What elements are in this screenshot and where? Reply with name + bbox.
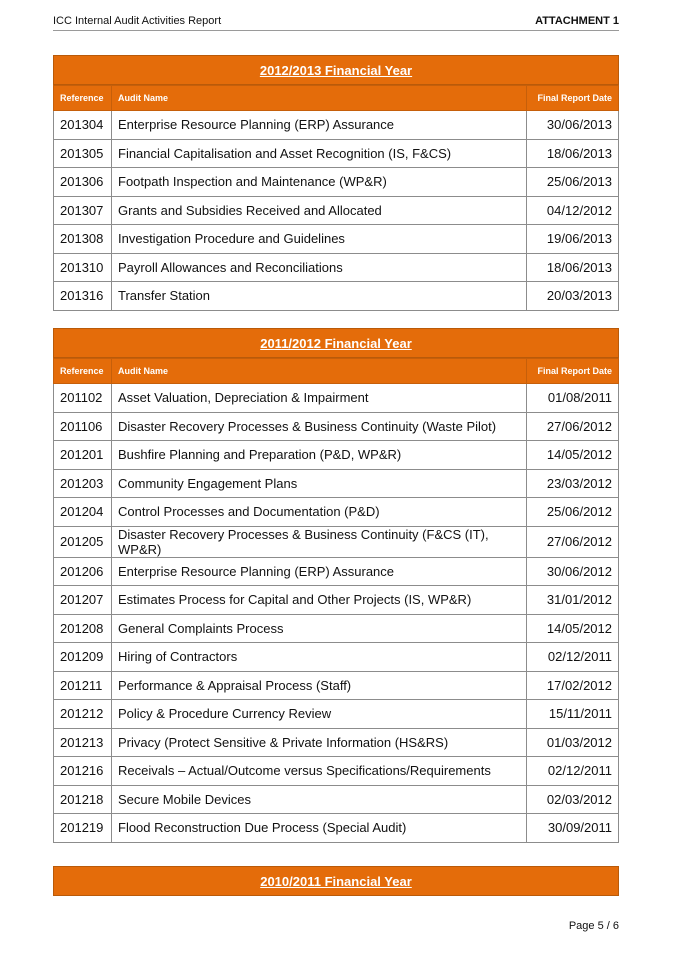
final-report-date-cell: 17/02/2012 [527,671,619,700]
column-header-reference: Reference [54,86,112,111]
audit-name-cell: Enterprise Resource Planning (ERP) Assurance [112,557,527,586]
column-header-reference: Reference [54,359,112,384]
reference-cell: 201201 [54,441,112,470]
final-report-date-cell: 30/06/2012 [527,557,619,586]
table-row [54,557,619,586]
audit-name-cell: Privacy (Protect Sensitive & Private Information (HS&RS) [112,728,527,757]
reference-cell: 201305 [54,139,112,168]
audit-name-cell: Asset Valuation, Depreciation & Impairment [112,384,527,413]
table-header-row [54,86,619,111]
reference-cell: 201216 [54,757,112,786]
table-row [54,700,619,729]
audit-name-cell: Footpath Inspection and Maintenance (WP&R) [112,168,527,197]
audit-name-cell: Secure Mobile Devices [112,785,527,814]
table-row [54,643,619,672]
page-number: Page 5 / 6 [568,920,619,932]
reference-cell: 201307 [54,196,112,225]
report-title: ICC Internal Audit Activities Report [53,15,222,27]
table-row [54,384,619,413]
final-report-date-cell: 18/06/2013 [527,253,619,282]
financial-year-title: 2012/2013 Financial Year [53,55,619,85]
table-row [54,814,619,843]
section-2011-2012 [53,328,619,843]
reference-cell: 201310 [54,253,112,282]
attachment-label: ATTACHMENT 1 [535,15,619,27]
reference-cell: 201209 [54,643,112,672]
reference-cell: 201106 [54,412,112,441]
final-report-date-cell: 27/06/2012 [527,526,619,557]
page-header [53,14,619,31]
audit-table [53,358,619,843]
audit-name-cell: Investigation Procedure and Guidelines [112,225,527,254]
reference-cell: 201306 [54,168,112,197]
audit-name-cell: Enterprise Resource Planning (ERP) Assurance [112,111,527,140]
audit-name-cell: Estimates Process for Capital and Other Projects (IS, WP&R) [112,586,527,615]
final-report-date-cell: 02/12/2011 [527,757,619,786]
table-row [54,614,619,643]
financial-year-title: 2011/2012 Financial Year [53,328,619,358]
table-row [54,757,619,786]
final-report-date-cell: 04/12/2012 [527,196,619,225]
audit-name-cell: Grants and Subsidies Received and Allocated [112,196,527,225]
table-row [54,441,619,470]
audit-name-cell: Bushfire Planning and Preparation (P&D, WP&R) [112,441,527,470]
audit-name-cell: Policy & Procedure Currency Review [112,700,527,729]
final-report-date-cell: 02/12/2011 [527,643,619,672]
table-row [54,196,619,225]
final-report-date-cell: 31/01/2012 [527,586,619,615]
table-row [54,785,619,814]
reference-cell: 201204 [54,498,112,527]
table-row [54,282,619,311]
table-row [54,111,619,140]
audit-name-cell: Flood Reconstruction Due Process (Special Audit) [112,814,527,843]
table-row [54,526,619,557]
section-2010-2011 [53,866,619,896]
reference-cell: 201219 [54,814,112,843]
final-report-date-cell: 18/06/2013 [527,139,619,168]
final-report-date-cell: 14/05/2012 [527,614,619,643]
final-report-date-cell: 30/06/2013 [527,111,619,140]
financial-year-title: 2010/2011 Financial Year [53,866,619,896]
column-header-final-report-date: Final Report Date [527,86,619,111]
reference-cell: 201212 [54,700,112,729]
audit-name-cell: Hiring of Contractors [112,643,527,672]
reference-cell: 201308 [54,225,112,254]
final-report-date-cell: 01/03/2012 [527,728,619,757]
final-report-date-cell: 02/03/2012 [527,785,619,814]
audit-name-cell: Disaster Recovery Processes & Business Continuity (Waste Pilot) [112,412,527,441]
final-report-date-cell: 27/06/2012 [527,412,619,441]
final-report-date-cell: 01/08/2011 [527,384,619,413]
audit-name-cell: Performance & Appraisal Process (Staff) [112,671,527,700]
table-row [54,671,619,700]
table-row [54,498,619,527]
final-report-date-cell: 15/11/2011 [527,700,619,729]
reference-cell: 201213 [54,728,112,757]
table-body [54,111,619,311]
reference-cell: 201207 [54,586,112,615]
table-row [54,586,619,615]
audit-name-cell: Community Engagement Plans [112,469,527,498]
table-row [54,168,619,197]
reference-cell: 201102 [54,384,112,413]
final-report-date-cell: 23/03/2012 [527,469,619,498]
audit-name-cell: Disaster Recovery Processes & Business Continuity (F&CS (IT), WP&R) [112,526,527,557]
final-report-date-cell: 14/05/2012 [527,441,619,470]
reference-cell: 201211 [54,671,112,700]
reference-cell: 201316 [54,282,112,311]
audit-name-cell: Receivals – Actual/Outcome versus Specifications/Requirements [112,757,527,786]
table-row [54,225,619,254]
table-row [54,412,619,441]
reference-cell: 201208 [54,614,112,643]
audit-name-cell: Transfer Station [112,282,527,311]
table-row [54,139,619,168]
column-header-final-report-date: Final Report Date [527,359,619,384]
table-row [54,469,619,498]
final-report-date-cell: 25/06/2013 [527,168,619,197]
table-row [54,253,619,282]
column-header-audit-name: Audit Name [112,86,527,111]
final-report-date-cell: 30/09/2011 [527,814,619,843]
reference-cell: 201206 [54,557,112,586]
final-report-date-cell: 20/03/2013 [527,282,619,311]
reference-cell: 201218 [54,785,112,814]
audit-name-cell: Payroll Allowances and Reconciliations [112,253,527,282]
audit-name-cell: General Complaints Process [112,614,527,643]
column-header-audit-name: Audit Name [112,359,527,384]
reference-cell: 201203 [54,469,112,498]
audit-name-cell: Control Processes and Documentation (P&D) [112,498,527,527]
table-row [54,728,619,757]
audit-table [53,85,619,311]
section-2012-2013 [53,55,619,311]
table-header-row [54,359,619,384]
final-report-date-cell: 25/06/2012 [527,498,619,527]
audit-name-cell: Financial Capitalisation and Asset Recognition (IS, F&CS) [112,139,527,168]
reference-cell: 201304 [54,111,112,140]
table-body [54,384,619,843]
reference-cell: 201205 [54,526,112,557]
final-report-date-cell: 19/06/2013 [527,225,619,254]
